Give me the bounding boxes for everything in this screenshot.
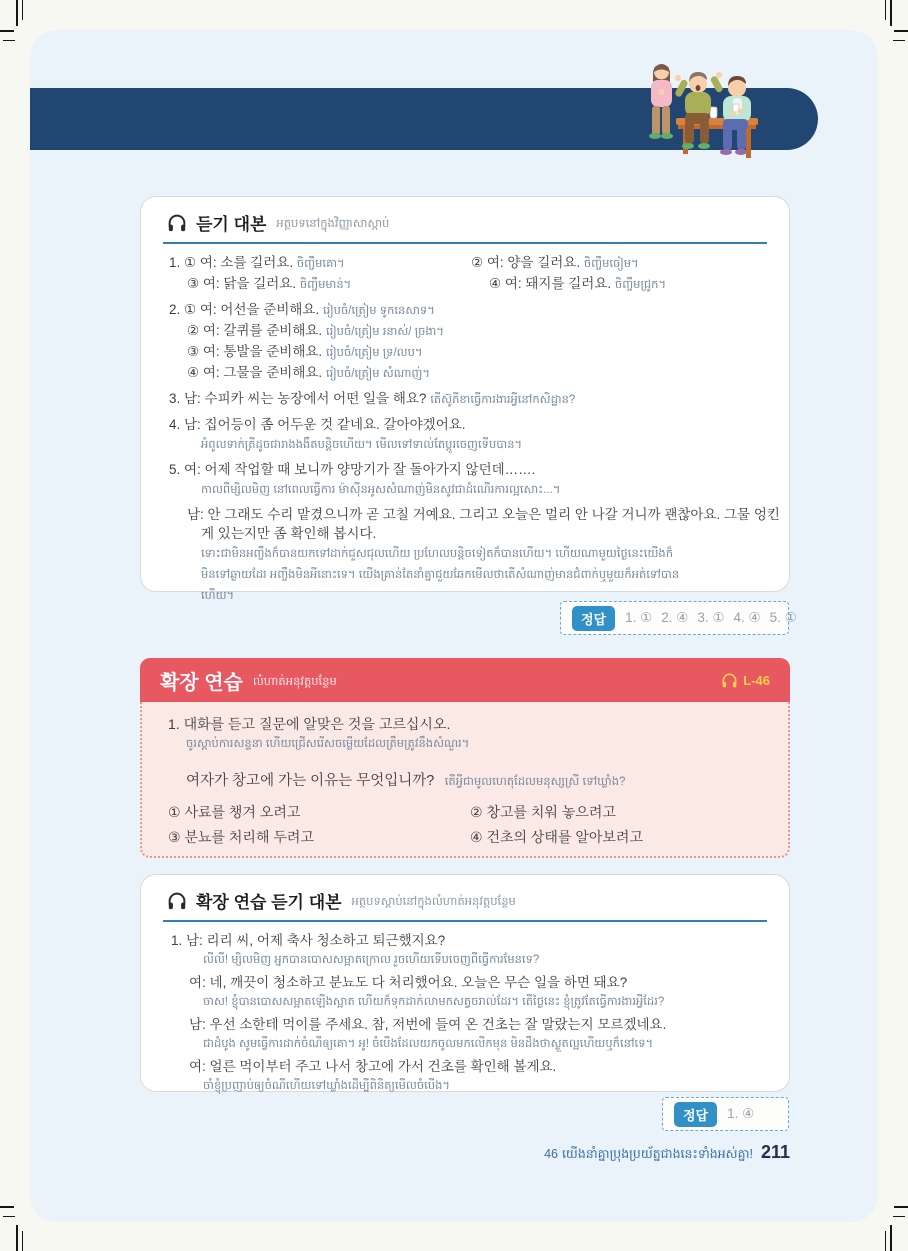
answer-box [662,1097,789,1131]
answer-items [727,1106,763,1122]
script-line [169,479,771,500]
khmer-text: ចាំខ្ញុំប្រញាប់ឲ្យចំណីហើយទៅឃ្លាំងដើម្បីពិនិត្យមើលចំបើង។ [203,1080,451,1092]
page-footer [544,1142,790,1165]
script-line [169,342,771,363]
script-line [169,505,780,524]
listening-script-card [140,196,790,602]
korean-text: ④ 여: 그물을 준비해요. [187,365,326,380]
expansion-script-header [141,875,789,920]
khmer-text: ចិញ្ចឹមជ្រូក។ [614,279,667,291]
script-line [171,1016,771,1034]
card-subtitle-khmer: អត្ថបទនៅក្នុងវិញ្ញាសាស្តាប់ [276,217,390,230]
crop-mark [3,1216,15,1217]
khmer-text: តើស៊ូភីខាធ្វើការងារអ្វីនៅកសិដ្ឋាន? [430,394,576,406]
korean-text: 게 있는지만 좀 확인해 봅시다. [201,526,377,541]
answer-items [625,610,806,626]
korean-text: 4. 남: 집어등이 좀 어두운 것 같네요. 갈아야겠어요. [169,417,466,432]
expansion-subtitle-khmer: លំហាត់អនុវត្តបន្ថែម [252,676,337,688]
question-korean: 여자가 창고에 가는 이유는 무엇입니까? [186,773,435,789]
script-line [169,389,771,410]
khmer-text: រៀបចំ/ត្រៀម ទ្រ/លប។ [325,347,423,359]
crop-mark [894,1206,908,1208]
expansion-title: 확장 연습 [160,671,243,694]
korean-text: 남: 안 그래도 수리 맡겼으니까 곧 고칠 거예요. 그리고 오늘은 멀리 안 나갈 거니까 괜찮아요. 그물 엉킨 [187,507,780,522]
script-line [169,415,771,434]
option-list [168,802,770,848]
option-item: ① 사료를 챙겨 오려고 [168,804,301,820]
khmer-text: កាលពីម្សិលមិញ នៅពេលធ្វើការ ម៉ាស៊ីនអូសសំណាញ់មិនសូវជាដំណើរការល្អសោះ...។ [201,484,561,496]
script-line [171,1076,771,1095]
crop-mark [894,30,908,32]
khmer-text: អំពូលទាក់ត្រីដូចជារាងងងឹតបន្តិចហើយ។ មើលទៅទាល់តែប្ដូរចេញទើបបាន។ [201,439,523,451]
khmer-text: លីលី! ម្សិលមិញ អ្នកបានបោសសម្អាតក្រោល រួចហើយទើបចេញពីធ្វើការមែនទេ? [203,954,540,966]
korean-text: 여: 네, 깨끗이 청소하고 분뇨도 다 처리했어요. 오늘은 무슨 일을 하면 돼요? [189,975,628,990]
crop-mark [16,0,18,26]
korean-text: 2. ① 여: 어선을 준비해요. [169,302,323,317]
instruction-korean: 1. 대화를 듣고 질문에 알맞은 것을 고르십시오. [168,716,451,732]
answer-item: 5. ① [769,610,797,625]
expansion-practice-header [140,658,790,702]
khmer-text: រៀបចំ/ត្រៀម រនាស់/ ច្រងា។ [325,326,444,338]
headphones-icon [167,214,187,232]
script-line [169,300,771,321]
script-line [169,274,771,295]
korean-text: ③ 여: 통발을 준비해요. [187,344,326,359]
expansion-script-body [141,922,789,1095]
khmer-text: ទោះជាមិនអញ្ចឹងក៏បានយកទៅដាក់ជួសជុលហើយ ប្រហែលបន្តិចទៀតក៏បានហើយ។ ហើយណាមួយថ្ងៃនេះយើងក៏ [201,548,674,560]
crop-mark [16,1225,18,1251]
korean-text: ③ 여: 닭을 길러요. [187,276,300,291]
answer-item: 1. ① [625,610,653,625]
headphones-icon [721,673,738,688]
khmer-text: ចាស! ខ្ញុំបានបោសសម្អាតឡើងស្អាត ហើយក៏ទុកដាក់លាមកសត្វចរាល់ដែរ។ តើថ្ងៃនេះ ខ្ញុំត្រូវតែធ្វើការងារអ្វីដែរ? [203,996,665,1008]
khmer-text: ហើយ។ [201,590,235,602]
crop-mark [893,1216,905,1217]
korean-text: 1. 남: 리리 씨, 어제 축사 청소하고 퇴근했지요? [171,933,446,948]
unit-title: យើងនាំគ្នាប្រុងប្រយ័ត្នជាងនេះទាំងអស់គ្នា! [561,1147,753,1161]
answer-item: 4. ④ [733,610,761,625]
question-line [168,770,770,793]
people-illustration [638,42,768,180]
answer-item: 2. ④ [661,610,689,625]
crop-mark [890,0,892,26]
crop-mark [0,30,14,32]
script-line [171,1058,771,1076]
khmer-text: ជាដំបូង សូមធ្វើការដាក់ចំណីឲ្យគោ។ អូ! ចំបើងដែលយកចូលមកលើកមុន មិនដឹងថាស្ងួតល្អហើយឬក៏នៅទេ។ [203,1038,654,1050]
khmer-text: មិនទៅឆ្ងាយដែរ អញ្ចឹងមិនអីនោះទេ។ យើងគ្រាន់តែនាំគ្នាជួយឆែកមើលថាតើសំណាញ់មានជំពាក់ឬមួយក៏អត់ទៅបាន [201,569,680,581]
khmer-text: រៀបចំ/ត្រៀម សំណាញ់។ [325,368,430,380]
script-line [171,1034,771,1053]
korean-text: 여: 얼른 먹이부터 주고 나서 창고에 가서 건초를 확인해 볼게요. [189,1059,557,1074]
script-line [169,460,771,479]
card-title: 확장 연습 듣기 대본 [196,893,342,912]
expansion-script-card [140,874,790,1092]
headphones-icon [167,892,187,910]
crop-mark [885,0,886,20]
crop-mark [0,1206,14,1208]
crop-mark [890,1225,892,1251]
answer-box [560,601,797,635]
answer-badge: 정답 [674,1102,717,1127]
khmer-text: រៀបចំ/ត្រៀម ទូកនេសាទ។ [322,305,435,317]
unit-number: 46 [544,1147,558,1161]
khmer-text: ចិញ្ចឹមចៀម។ [583,258,639,270]
korean-text: ④ 여: 돼지를 길러요. [489,276,615,291]
script-line [169,564,771,585]
answer-badge: 정답 [572,606,615,631]
expansion-practice-body [140,702,790,858]
question-khmer: តើអ្វីជាមូលហេតុដែលមនុស្សស្រី ទៅឃ្លាំង? [444,776,626,788]
script-line [169,253,771,274]
answer-item: 1. ④ [727,1106,755,1121]
script-line [171,950,771,969]
option-item: ④ 건초의 상태를 알아보려고 [470,829,643,845]
crop-mark [885,1231,886,1251]
korean-text: 1. ① 여: 소를 길러요. [169,255,297,270]
script-line [169,524,771,543]
script-line [171,992,771,1011]
korean-text: ② 여: 양을 길러요. [471,255,584,270]
korean-text: 남: 우선 소한테 먹이를 주세요. 참, 저번에 들여 온 건초는 잘 말랐는지 모르겠네요. [189,1017,667,1032]
crop-mark [22,1231,23,1251]
option-item: ② 창고를 치워 놓으려고 [470,804,616,820]
script-line [169,321,771,342]
instruction-khmer: ចូរស្តាប់ការសន្ទនា ហើយជ្រើសរើសចម្លើយដែលត្រឹមត្រូវនឹងសំណួរ។ [186,738,470,750]
crop-mark [3,40,15,41]
khmer-text: ចិញ្ចឹមមាន់។ [299,279,352,291]
crop-mark [893,40,905,41]
korean-text: 3. 남: 수피카 씨는 농장에서 어떤 일을 해요? [169,391,431,406]
korean-text: 5. 여: 어제 작업할 때 보니까 양망기가 잘 돌아가지 않던데……. [169,462,536,477]
script-line [169,434,771,455]
answer-item: 3. ① [697,610,725,625]
crop-mark [22,0,23,20]
card-subtitle-khmer: អត្ថបទស្តាប់នៅក្នុងលំហាត់អនុវត្តបន្ថែម [351,895,516,908]
option-item: ③ 분뇨를 처리해 두려고 [168,829,314,845]
audio-badge [721,673,770,688]
card-title: 듣기 대본 [196,215,267,234]
script-line [171,932,771,950]
listening-script-header [141,197,789,242]
script-line [169,543,771,564]
audio-track-label: L-46 [743,672,770,688]
script-line [169,363,771,384]
khmer-text: ចិញ្ចឹមគោ។ [296,258,345,270]
script-line [171,974,771,992]
page-number: 211 [760,1142,790,1162]
listening-script-body [141,244,789,606]
korean-text: ② 여: 갈퀴를 준비해요. [187,323,326,338]
